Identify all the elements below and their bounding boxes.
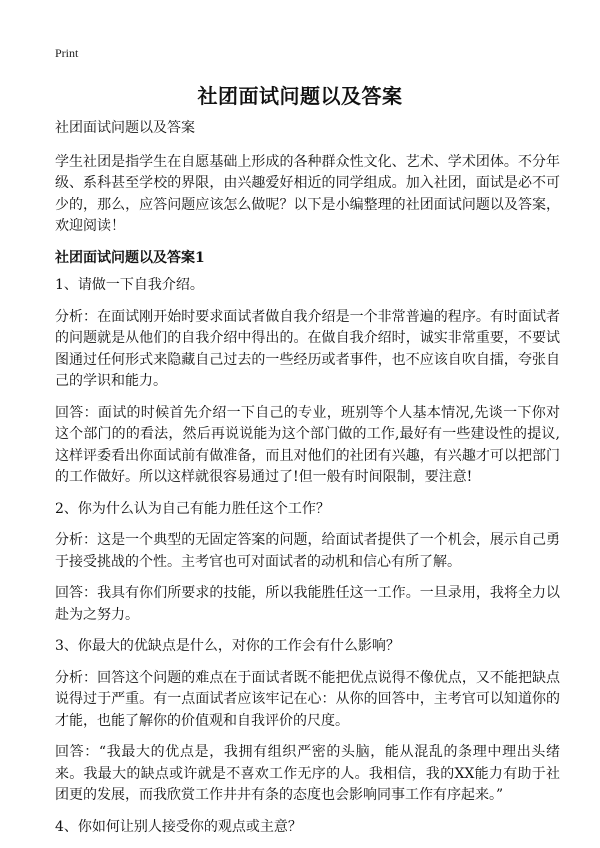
section-heading: 社团面试问题以及答案1	[55, 249, 205, 266]
answer-2: 回答：我具有你们所要求的技能，所以我能胜任这一工作。一旦录用，我将全力以赴为之努力。	[55, 585, 560, 623]
print-label: Print	[55, 46, 79, 60]
analysis-2: 分析：这是一个典型的无固定答案的问题，给面试者提供了一个机会，展示自己勇于接受挑战的个性。主考官也可对面试者的动机和信心有所了解。	[55, 532, 560, 570]
document-body	[55, 118, 560, 848]
analysis-3: 分析：回答这个问题的难点在于面试者既不能把优点说得不像优点，又不能把缺点说得过于严重。有一点面试者应该牢记在心：从你的回答中，主考官可以知道你的才能，也能了解你的价值观和自我评价的尺度。	[55, 669, 560, 729]
intro-paragraph: 学生社团是指学生在自愿基础上形成的各种群众性文化、艺术、学术团体。不分年级、系科甚至学校的界限，由兴趣爱好相近的同学组成。加入社团，面试是必不可少的，那么，应答问题应该怎么做呢？以下是小编整理的社团面试问题以及答案，欢迎阅读！	[55, 153, 560, 234]
question-3: 3、你最大的优缺点是什么，对你的工作会有什么影响？	[55, 638, 400, 654]
page-title: 社团面试问题以及答案	[197, 84, 403, 108]
question-1: 1、请做一下自我介绍。	[55, 277, 204, 293]
answer-3: 回答：“我最大的优点是，我拥有组织严密的头脑，能从混乱的条理中理出头绪来。我最大的缺点或许就是不喜欢工作无序的人。我相信，我的XX能力有助于社团更的发展，而我欣赏工作井井有条的态度也会影响同事工作有序起来。”	[55, 744, 560, 803]
question-4: 4、你如何让别人接受你的观点或主意？	[55, 818, 302, 835]
document-subtitle: 社团面试问题以及答案	[55, 120, 195, 136]
analysis-1: 分析：在面试刚开始时要求面试者做自我介绍是一个非常普遍的程序。有时面试者的问题就是从他们的自我介绍中得出的。在做自我介绍时，诚实非常重要，不要试图通过任何形式来隐藏自己过去的一些经历或者事件，也不应该自吹自擂，夸张自己的学识和能力。	[55, 308, 560, 389]
question-2: 2、你为什么认为自己有能力胜任这个工作？	[55, 500, 330, 517]
answer-1: 回答：面试的时候首先介绍一下自己的专业，班别等个人基本情况,先谈一下你对这个部门的的看法，然后再说说能为这个部门做的工作,最好有一些建设性的提议,这样评委看出你面试前有做准备，而且对他们的社团有兴趣，有兴趣才可以把部门的工作做好。所以这样就很容易通过了!但一般有时间限制，要注意!	[55, 404, 560, 485]
